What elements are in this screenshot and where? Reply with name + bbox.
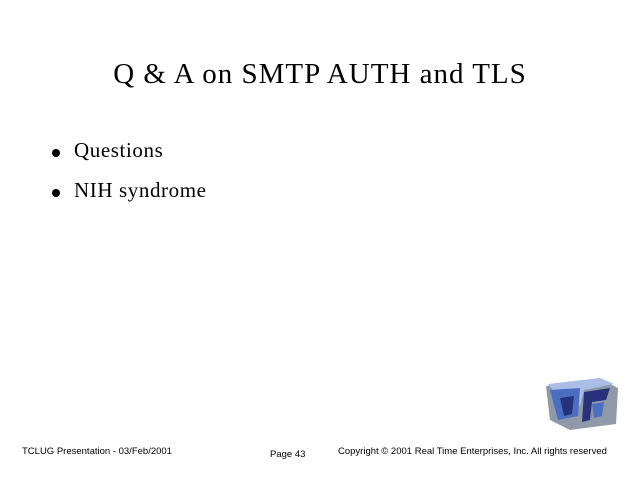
bullet-text: NIH syndrome: [74, 177, 207, 202]
bullet-item: [52, 130, 207, 170]
bullet-text: Questions: [74, 137, 164, 162]
bullet-item: [52, 170, 207, 210]
slide-title: Q & A on SMTP AUTH and TLS: [113, 58, 527, 90]
bullet-list: [52, 130, 207, 210]
bullet-dot-icon: [52, 149, 60, 157]
bullet-dot-icon: [52, 189, 60, 197]
footer-page-number: Page 43: [270, 449, 306, 460]
footer-presentation-info: TCLUG Presentation - 03/Feb/2001: [22, 446, 172, 457]
footer-copyright: Copyright © 2001 Real Time Enterprises, Inc. All rights reserved: [338, 446, 607, 457]
company-logo-icon: [540, 376, 620, 432]
